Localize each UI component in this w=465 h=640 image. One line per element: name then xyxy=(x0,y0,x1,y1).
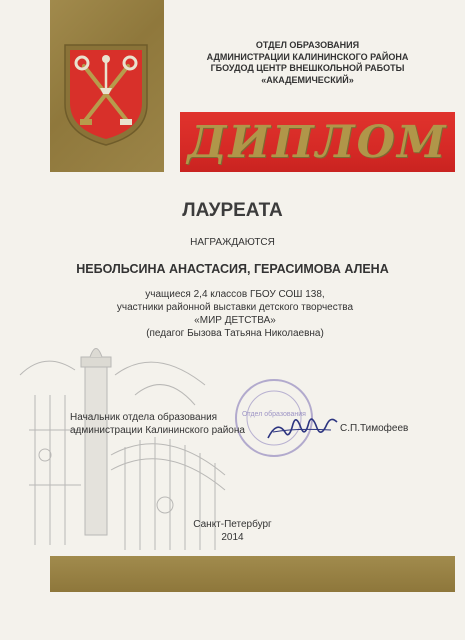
place-and-year xyxy=(0,518,465,544)
description-line-1: учащиеся 2,4 классов ГБОУ СОШ 138, xyxy=(145,289,325,300)
signature xyxy=(265,402,340,447)
issuer-line-3: ГБОУДОД ЦЕНТР ВНЕШКОЛЬНОЙ РАБОТЫ xyxy=(210,63,405,73)
description-line-4: (педагог Бызова Татьяна Николаевна) xyxy=(146,328,324,339)
issuer-header xyxy=(185,40,430,86)
signer-line-2: администрации Калининского района xyxy=(70,425,245,436)
signer-line-1: Начальник отдела образования xyxy=(70,412,218,423)
issuer-line-2: АДМИНИСТРАЦИИ КАЛИНИНСКОГО РАЙОНА xyxy=(206,51,409,62)
city: Санкт-Петербург xyxy=(193,519,272,530)
recipient-names: НЕБОЛЬСИНА АНАСТАСИЯ, ГЕРАСИМОВА АЛЕНА xyxy=(76,262,389,276)
signer-title xyxy=(70,411,290,437)
diploma-title: ДИПЛОМ xyxy=(187,116,448,168)
signer-name: С.П.Тимофеев xyxy=(340,423,409,434)
award-description xyxy=(100,288,370,340)
issuer-line-1: ОТДЕЛ ОБРАЗОВАНИЯ xyxy=(255,40,360,50)
description-line-3: «МИР ДЕТСТВА» xyxy=(194,315,276,326)
issuer-line-4: «АКАДЕМИЧЕСКИЙ» xyxy=(261,74,354,85)
description-line-2: участники районной выставки детского творчества xyxy=(116,302,354,313)
laureate-heading: ЛАУРЕАТА xyxy=(182,200,283,221)
gold-band-bottom xyxy=(50,556,455,592)
coat-of-arms-icon xyxy=(62,42,150,148)
awarded-label: НАГРАЖДАЮТСЯ xyxy=(190,237,275,248)
stamp-text: Отдел образования xyxy=(242,411,306,418)
year: 2014 xyxy=(221,532,244,543)
